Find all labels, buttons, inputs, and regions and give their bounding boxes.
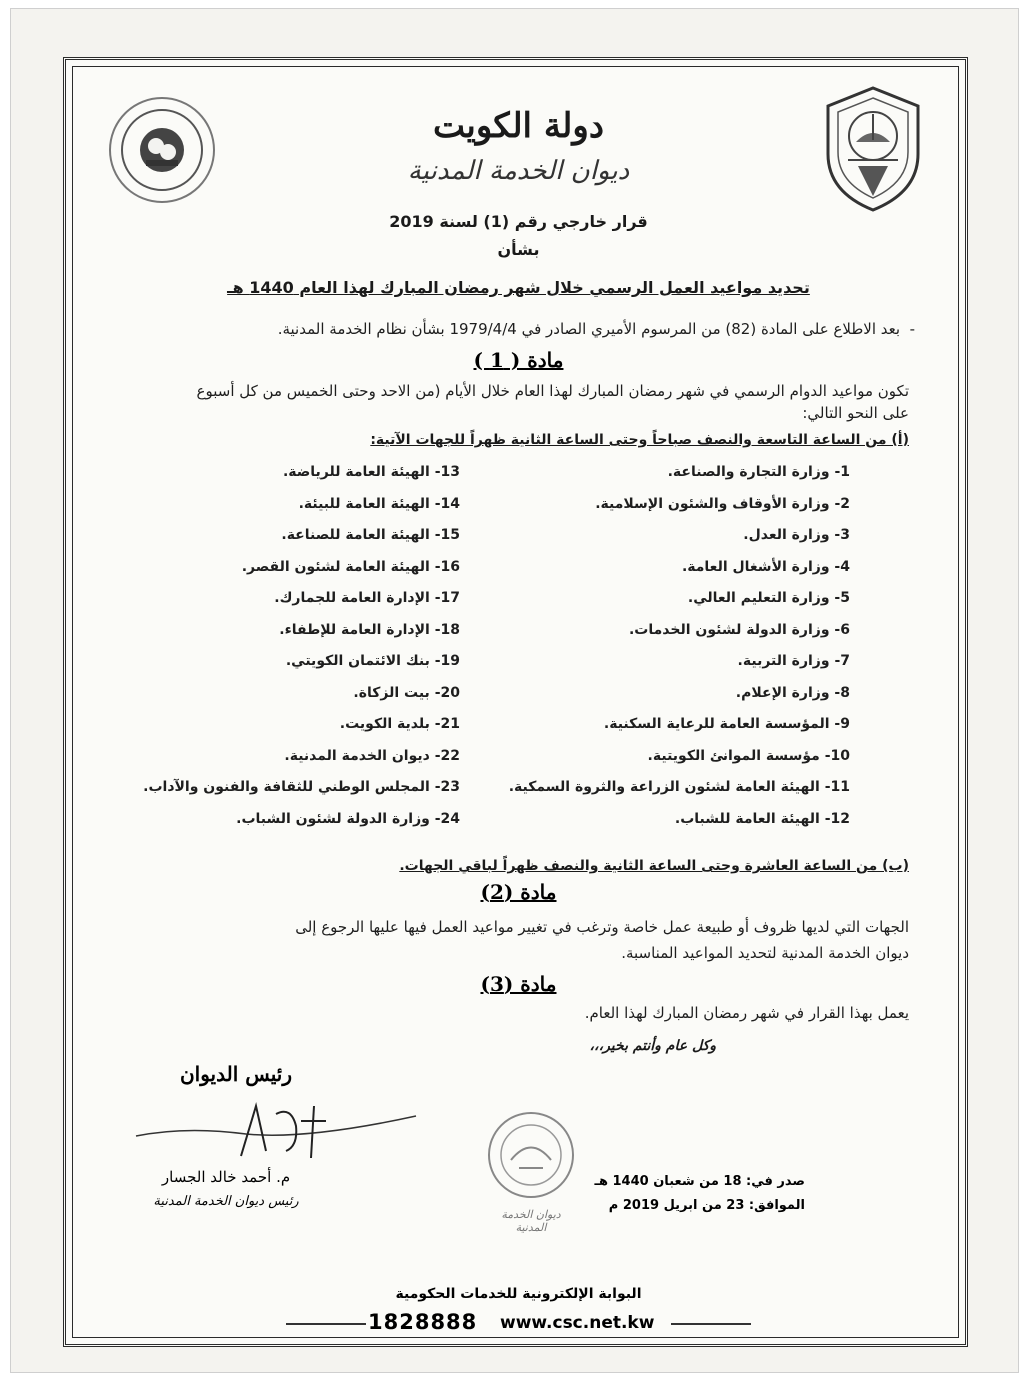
article-1-text-line2: على النحو التالي: bbox=[802, 404, 909, 422]
article-1-text-line1: تكون مواعيد الدوام الرسمي في شهر رمضان المبارك لهذا العام خلال الأيام (من الاحد وحتى الخميس من كل أسبوع bbox=[196, 382, 909, 400]
article-2-title: مادة (2) bbox=[480, 880, 557, 904]
entity-item: 11- الهيئة العامة لشئون الزراعة والثروة السمكية. bbox=[508, 779, 850, 795]
entity-item: 21- بلدية الكويت. bbox=[339, 716, 460, 732]
photo-background bbox=[10, 8, 1019, 1373]
bureau-title: ديوان الخدمة المدنية bbox=[407, 156, 630, 186]
regarding-label: بشأن bbox=[497, 240, 540, 259]
footer-rule-left bbox=[286, 1323, 366, 1325]
signatory-name: م. أحمد خالد الجسار bbox=[161, 1168, 291, 1186]
kuwait-emblem-icon bbox=[818, 84, 928, 214]
stamp-text: ديوان الخدمة المدنية bbox=[501, 1208, 561, 1234]
entity-item: 13- الهيئة العامة للرياضة. bbox=[282, 464, 460, 480]
article-3-text: يعمل بهذا القرار في شهر رمضان المبارك لهذا العام. bbox=[584, 1004, 909, 1022]
article-2-text-line1: الجهات التي لديها ظروف أو طبيعة عمل خاصة وترغب في تغيير مواعيد العمل فيها عليها الرجوع إلى bbox=[295, 918, 909, 936]
entity-item: 19- بنك الائتمان الكويتي. bbox=[285, 653, 460, 669]
article-3-title: مادة (3) bbox=[480, 972, 557, 996]
entity-item: 14- الهيئة العامة للبيئة. bbox=[298, 495, 460, 512]
closing-greeting: وكل عام وأنتم بخير،،، bbox=[589, 1038, 716, 1054]
preamble: - بعد الاطلاع على المادة (82) من المرسوم الأميري الصادر في 1979/4/4 بشأن نظام الخدمة المدنية. bbox=[277, 320, 915, 338]
entity-item: 7- وزارة التربية. bbox=[737, 653, 850, 669]
entity-item: 2- وزارة الأوقاف والشئون الإسلامية. bbox=[595, 495, 850, 512]
article-2-text-line2: ديوان الخدمة المدنية لتحديد المواعيد المناسبة. bbox=[621, 944, 909, 962]
signature-title: رئيس الديوان bbox=[179, 1062, 292, 1086]
issue-date-hijri: صدر في: 18 من شعبان 1440 هـ bbox=[594, 1174, 805, 1189]
entity-item: 12- الهيئة العامة للشباب. bbox=[674, 810, 850, 827]
issue-date-gregorian: الموافق: 23 من ابريل 2019 م bbox=[608, 1198, 805, 1213]
entity-item: 15- الهيئة العامة للصناعة. bbox=[281, 527, 460, 543]
decision-number: قرار خارجي رقم (1) لسنة 2019 bbox=[389, 212, 648, 231]
footer-phone: 1828888 bbox=[368, 1310, 478, 1334]
article-1-section-a: (أ) من الساعة التاسعة والنصف صباحاً وحتى الساعة الثانية ظهراً للجهات الآتية: bbox=[370, 432, 909, 448]
entity-item: 3- وزارة العدل. bbox=[743, 527, 850, 543]
article-1-title: مادة ( 1 ) bbox=[473, 348, 564, 372]
entity-item: 24- وزارة الدولة لشئون الشباب. bbox=[236, 810, 460, 827]
document-sheet bbox=[63, 57, 968, 1347]
entity-item: 18- الإدارة العامة للإطفاء. bbox=[279, 621, 460, 638]
footer-website: www.csc.net.kw bbox=[500, 1313, 655, 1333]
entity-item: 23- المجلس الوطني للثقافة والفنون والآداب. bbox=[143, 779, 460, 795]
footer-contact-bar bbox=[286, 1308, 751, 1340]
decision-subject: تحديد مواعيد العمل الرسمي خلال شهر رمضان المبارك لهذا العام 1440 هـ bbox=[227, 278, 810, 297]
entity-item: 10- مؤسسة الموانئ الكويتية. bbox=[647, 747, 850, 764]
entity-item: 8- وزارة الإعلام. bbox=[735, 684, 850, 701]
entity-item: 6- وزارة الدولة لشئون الخدمات. bbox=[628, 621, 850, 638]
footer-rule-right bbox=[671, 1323, 751, 1325]
handwritten-signature-icon bbox=[126, 1096, 426, 1166]
entity-item: 17- الإدارة العامة للجمارك. bbox=[274, 590, 460, 606]
entity-item: 20- بيت الزكاة. bbox=[353, 684, 460, 701]
entity-item: 22- ديوان الخدمة المدنية. bbox=[284, 747, 460, 764]
footer-portal: البوابة الإلكترونية للخدمات الحكومية bbox=[395, 1286, 642, 1302]
article-1-section-b: (ب) من الساعة العاشرة وحتى الساعة الثانية والنصف ظهراً لباقي الجهات. bbox=[399, 858, 909, 874]
entity-item: 4- وزارة الأشغال العامة. bbox=[681, 558, 850, 575]
entity-item: 16- الهيئة العامة لشئون القصر. bbox=[241, 558, 460, 575]
signatory-position: رئيس ديوان الخدمة المدنية bbox=[153, 1194, 299, 1209]
state-title: دولة الكويت bbox=[433, 106, 604, 146]
entity-item: 5- وزارة التعليم العالي. bbox=[687, 590, 850, 606]
preamble-text: بعد الاطلاع على المادة (82) من المرسوم الأميري الصادر في 1979/4/4 بشأن نظام الخدمة المدنية. bbox=[277, 320, 901, 338]
entity-item: 1- وزارة التجارة والصناعة. bbox=[667, 464, 850, 480]
entity-item: 9- المؤسسة العامة للرعاية السكنية. bbox=[603, 716, 850, 732]
